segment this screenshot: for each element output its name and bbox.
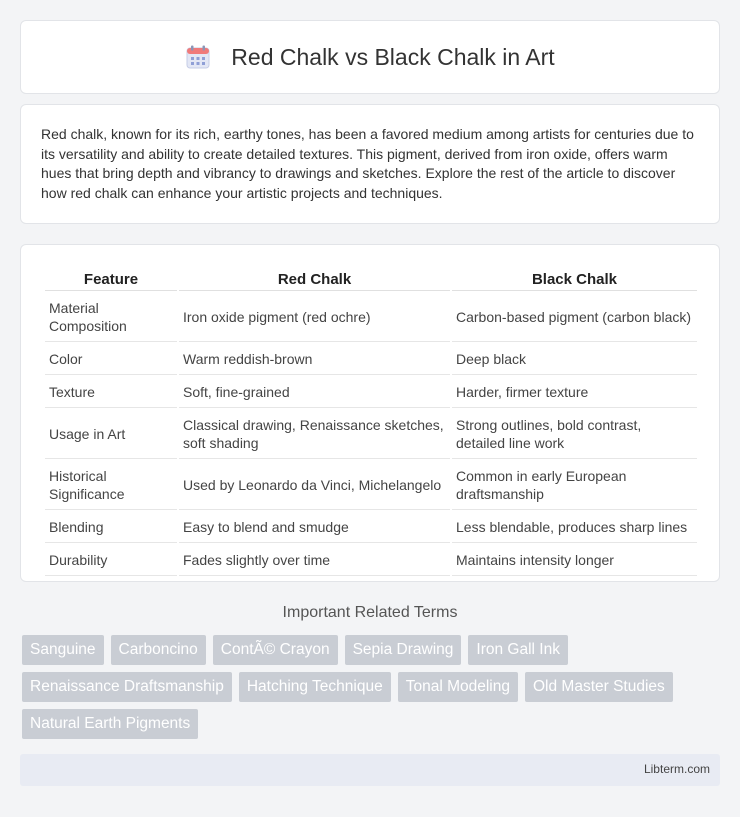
- table-cell: Easy to blend and smudge: [179, 512, 450, 543]
- table-cell: Color: [45, 344, 177, 375]
- tag-natural-earth-pigments[interactable]: Natural Earth Pigments: [22, 709, 198, 739]
- table-cell: Blending: [45, 512, 177, 543]
- table-cell: Deep black: [452, 344, 697, 375]
- table-row: [45, 410, 697, 459]
- column-header-black-chalk: Black Chalk: [452, 267, 697, 291]
- table-cell: Less blendable, produces sharp lines: [452, 512, 697, 543]
- tag-old-master-studies[interactable]: Old Master Studies: [525, 672, 673, 702]
- tag-hatching-technique[interactable]: Hatching Technique: [239, 672, 391, 702]
- intro-paragraph: Red chalk, known for its rich, earthy tones, has been a favored medium among artists for centuries due to its versatility and ability to create detailed textures. This pigment, derived from iron oxide, offers warm hues that bring depth and vibrancy to drawings and sketches. Explore the rest of the article to discover how red chalk can enhance your artistic projects and techniques.: [41, 126, 694, 201]
- table-cell: Strong outlines, bold contrast, detailed line work: [452, 410, 697, 459]
- table-cell: Soft, fine-grained: [179, 377, 450, 408]
- intro-card: [20, 104, 720, 224]
- table-header-row: [45, 267, 697, 291]
- table-row: [45, 461, 697, 510]
- table-cell: Harder, firmer texture: [452, 377, 697, 408]
- table-cell: Maintains intensity longer: [452, 545, 697, 576]
- page-title: Red Chalk vs Black Chalk in Art: [231, 43, 555, 70]
- comparison-table-card: [20, 244, 720, 582]
- table-row: [45, 293, 697, 342]
- table-cell: Common in early European draftsmanship: [452, 461, 697, 510]
- related-terms-title: Important Related Terms: [282, 604, 458, 621]
- table-cell: Texture: [45, 377, 177, 408]
- tag-renaissance-draftsmanship[interactable]: Renaissance Draftsmanship: [22, 672, 232, 702]
- tag-iron-gall-ink[interactable]: Iron Gall Ink: [468, 635, 568, 665]
- tag-sepia-drawing[interactable]: Sepia Drawing: [345, 635, 462, 665]
- related-terms-tags: [22, 635, 722, 739]
- tag-tonal-modeling[interactable]: Tonal Modeling: [398, 672, 518, 702]
- table-cell: Material Composition: [45, 293, 177, 342]
- table-cell: Historical Significance: [45, 461, 177, 510]
- tag-carboncino[interactable]: Carboncino: [111, 635, 206, 665]
- table-cell: Fades slightly over time: [179, 545, 450, 576]
- column-header-red-chalk: Red Chalk: [179, 267, 450, 291]
- tag-conte-crayon[interactable]: ContÃ© Crayon: [213, 635, 338, 665]
- table-row: [45, 344, 697, 375]
- table-row: [45, 545, 697, 576]
- table-cell: Warm reddish-brown: [179, 344, 450, 375]
- tag-sanguine[interactable]: Sanguine: [22, 635, 104, 665]
- calendar-icon: [185, 44, 211, 70]
- table-cell: Carbon-based pigment (carbon black): [452, 293, 697, 342]
- table-cell: Iron oxide pigment (red ochre): [179, 293, 450, 342]
- column-header-feature: Feature: [45, 267, 177, 291]
- header-card: [20, 20, 720, 94]
- table-cell: Used by Leonardo da Vinci, Michelangelo: [179, 461, 450, 510]
- table-cell: Classical drawing, Renaissance sketches, soft shading: [179, 410, 450, 459]
- table-row: [45, 512, 697, 543]
- table-cell: Durability: [45, 545, 177, 576]
- title-wrap: [185, 44, 554, 71]
- footer: [20, 754, 720, 786]
- table-row: [45, 377, 697, 408]
- footer-site-link[interactable]: Libterm.com: [643, 762, 710, 776]
- table-cell: Usage in Art: [45, 410, 177, 459]
- comparison-table: [43, 265, 699, 578]
